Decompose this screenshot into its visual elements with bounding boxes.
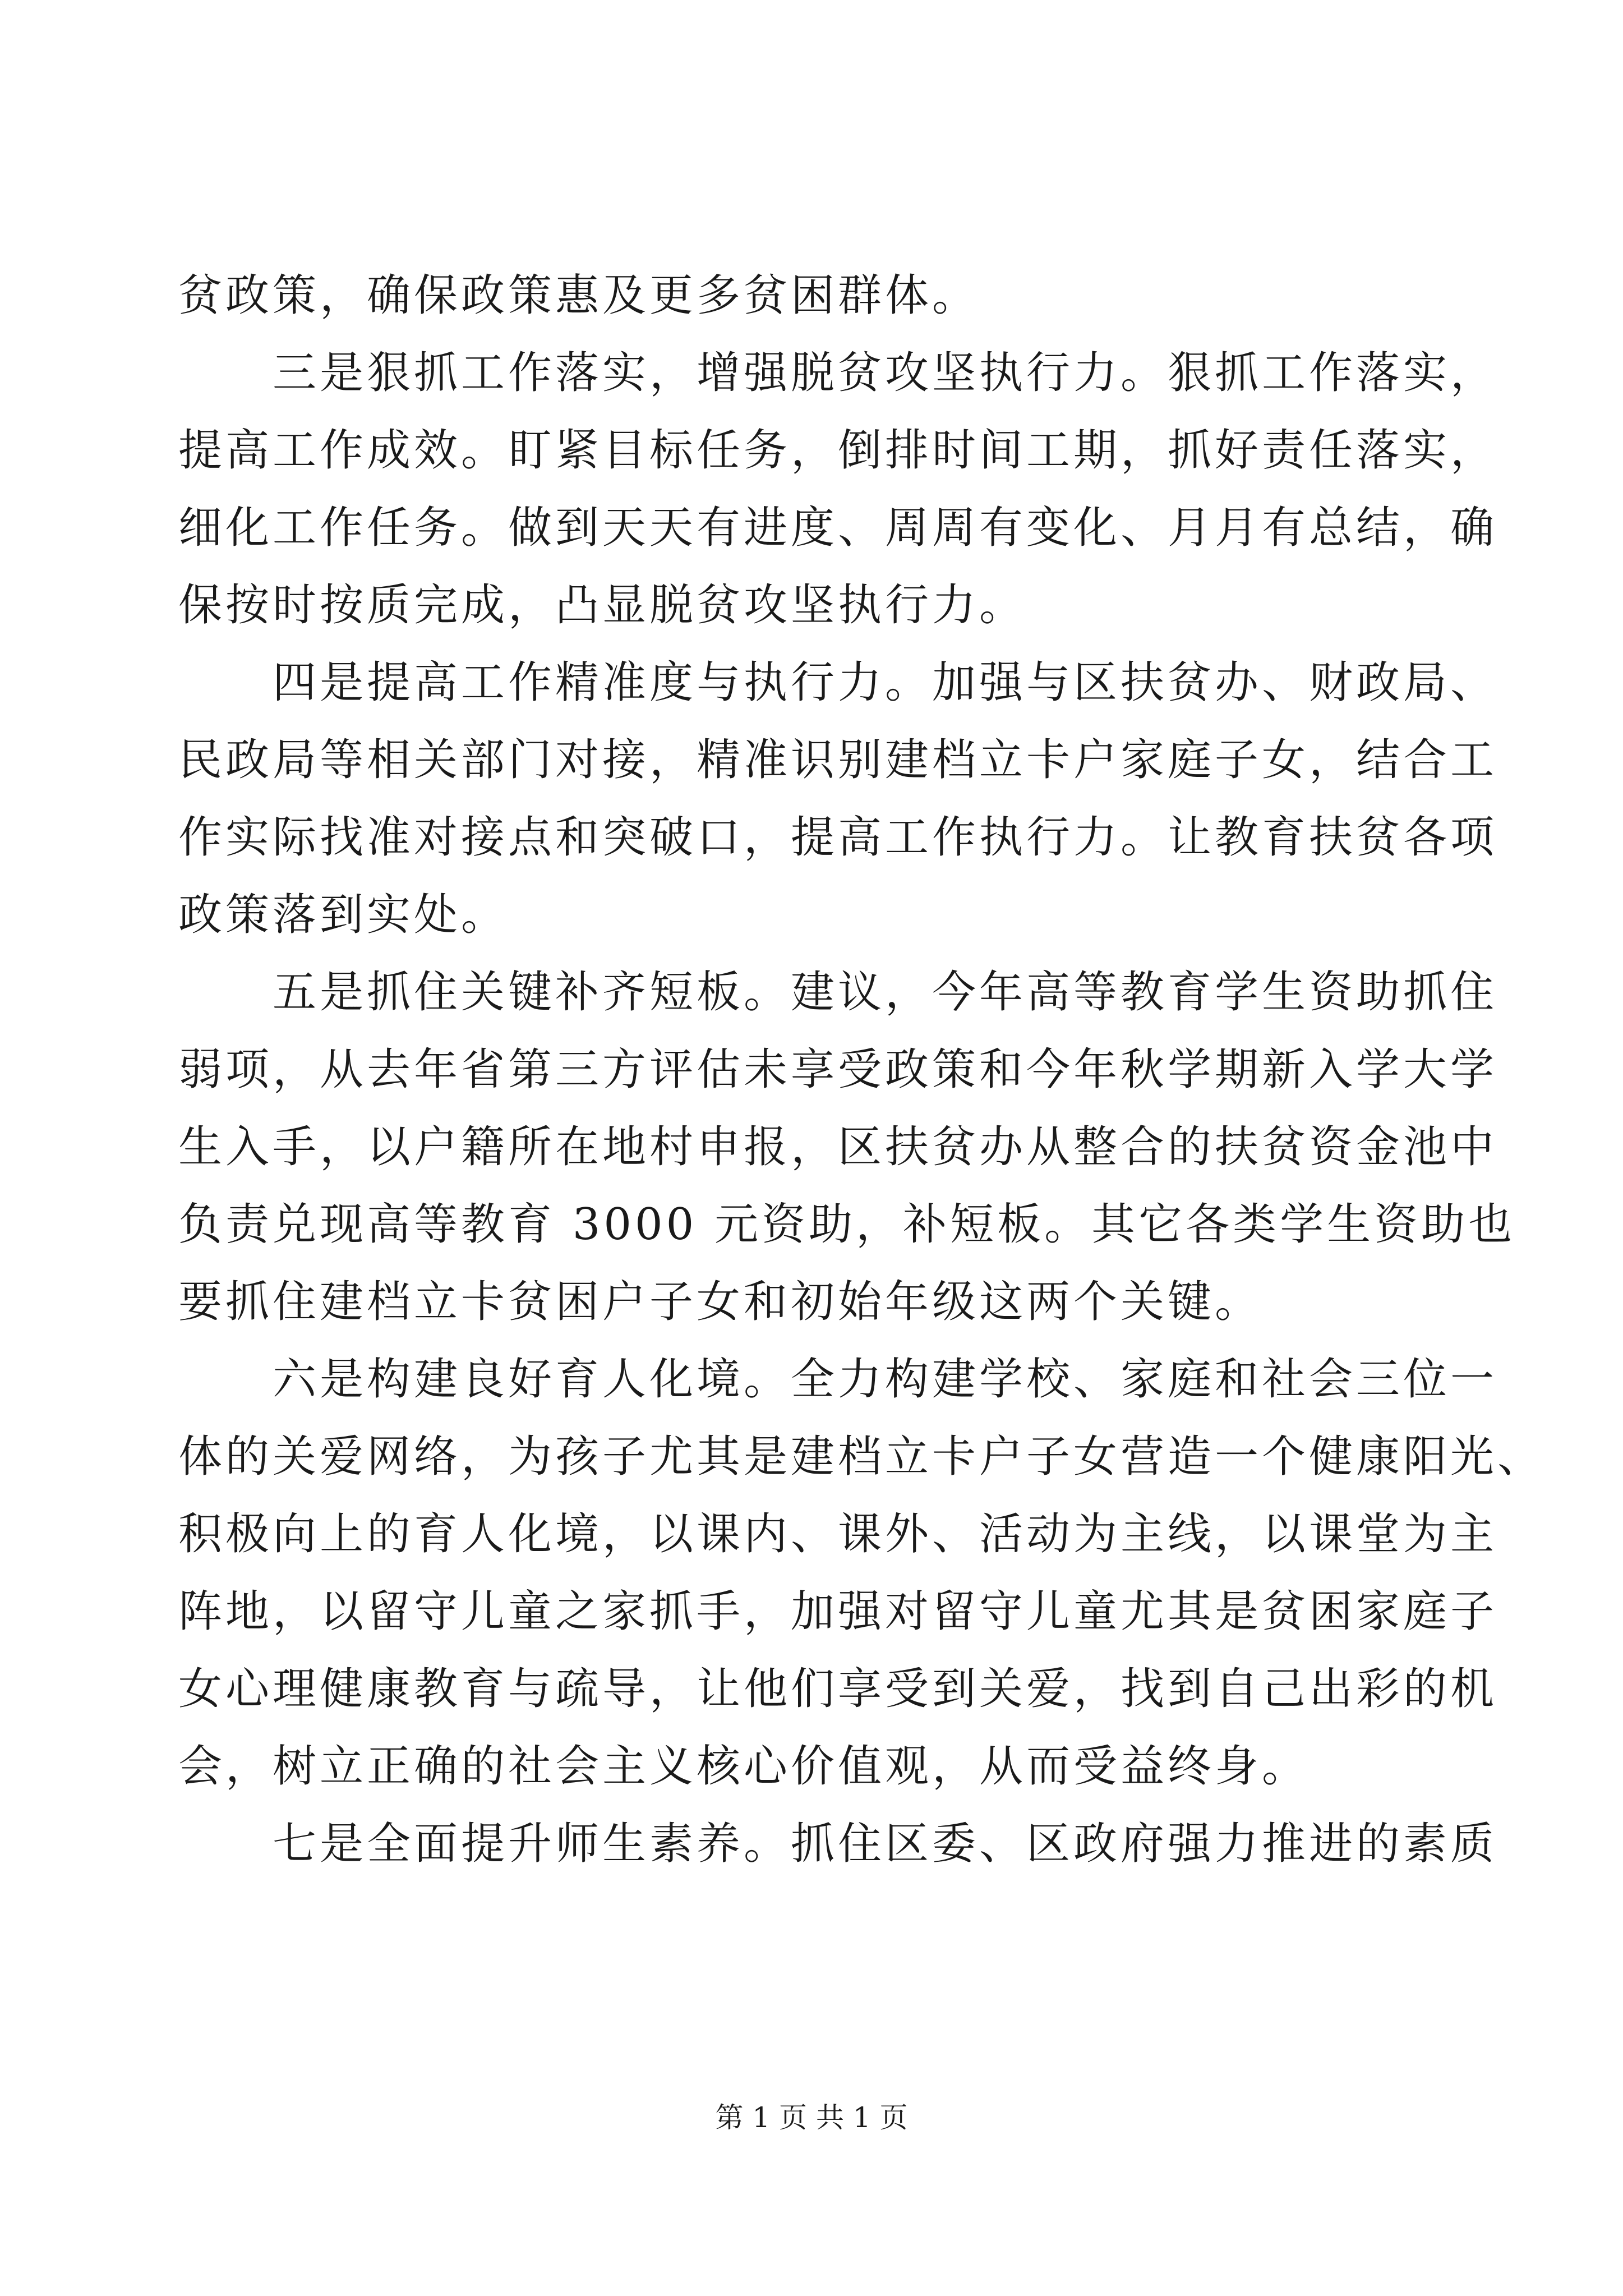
text-line: 民政局等相关部门对接，精准识别建档立卡户家庭子女，结合工 (178, 735, 1498, 785)
text-line: 负责兑现高等教育 3000 元资助，补短板。其它各类学生资助也 (178, 1199, 1516, 1250)
text-line: 三是狠抓工作落实，增强脱贫攻坚执行力。狠抓工作落实， (178, 348, 1498, 398)
document-body (178, 257, 1545, 1883)
text-line: 七是全面提升师生素养。抓住区委、区政府强力推进的素质 (178, 1819, 1498, 1869)
text-line: 要抓住建档立卡贫困户子女和初始年级这两个关键。 (178, 1277, 1262, 1327)
page-footer (0, 2098, 1623, 2137)
text-line: 生入手，以户籍所在地村申报，区扶贫办从整合的扶贫资金池中 (178, 1122, 1498, 1172)
text-line: 五是抓住关键补齐短板。建议，今年高等教育学生资助抓住 (178, 967, 1498, 1018)
text-line: 弱项，从去年省第三方评估未享受政策和今年秋学期新入学大学 (178, 1045, 1498, 1095)
text-line: 积极向上的育人化境，以课内、课外、活动为主线，以课堂为主 (178, 1509, 1498, 1559)
text-line: 六是构建良好育人化境。全力构建学校、家庭和社会三位一 (178, 1354, 1498, 1405)
text-line: 体的关爱网络，为孩子尤其是建档立卡户子女营造一个健康阳光、 (178, 1432, 1545, 1482)
text-line: 保按时按质完成，凸显脱贫攻坚执行力。 (178, 580, 1027, 631)
text-line: 作实际找准对接点和突破口，提高工作执行力。让教育扶贫各项 (178, 812, 1498, 863)
text-line: 阵地，以留守儿童之家抓手，加强对留守儿童尤其是贫困家庭子 (178, 1586, 1498, 1637)
text-line: 会，树立正确的社会主义核心价值观，从而受益终身。 (178, 1741, 1310, 1792)
text-line: 四是提高工作精准度与执行力。加强与区扶贫办、财政局、 (178, 657, 1498, 708)
text-line: 政策落到实处。 (178, 890, 509, 940)
text-line: 贫政策，确保政策惠及更多贫困群体。 (178, 270, 980, 321)
text-line: 提高工作成效。盯紧目标任务，倒排时间工期，抓好责任落实， (178, 425, 1498, 476)
text-line: 细化工作任务。做到天天有进度、周周有变化、月月有总结，确 (178, 503, 1498, 553)
page-number-label: 第 1 页 共 1 页 (715, 2101, 908, 2134)
text-line: 女心理健康教育与疏导，让他们享受到关爱，找到自己出彩的机 (178, 1664, 1498, 1714)
